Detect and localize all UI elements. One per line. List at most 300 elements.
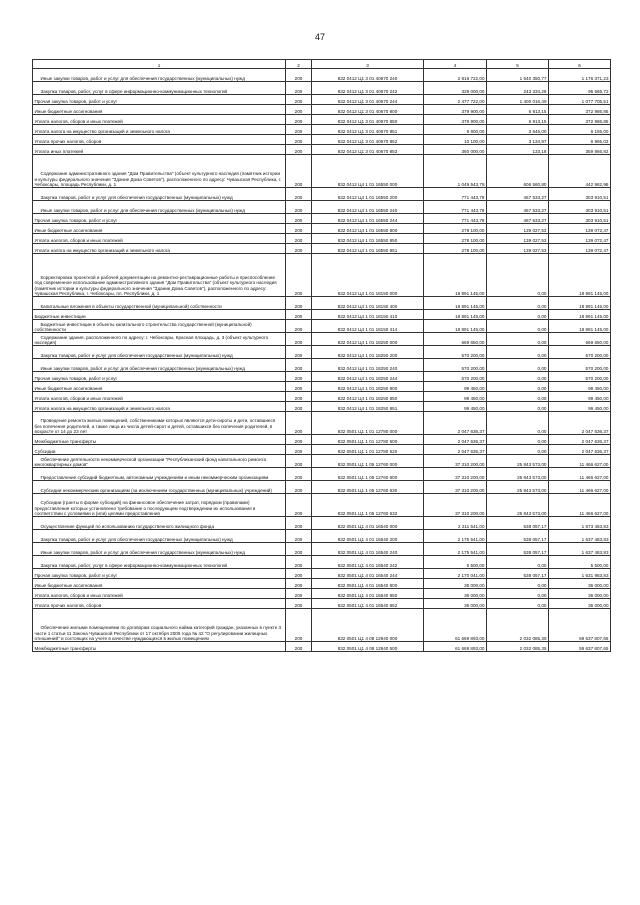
row-unexecuted-amount: 1 176 371,23: [549, 69, 611, 82]
row-line-code: 200: [286, 115, 312, 125]
table-row: [33, 333, 611, 346]
row-description: Иные бюджетные ассигнования: [33, 105, 286, 115]
row-line-code: 200: [286, 517, 312, 530]
header-col-2: 2: [286, 60, 312, 69]
row-description: Уплата налогов, сборов и иных платежей: [33, 115, 286, 125]
row-unexecuted-amount: 139 072,47: [549, 244, 611, 254]
table-row: [33, 201, 611, 214]
table-row: [33, 530, 611, 543]
row-classification-code: 832 0412 Ц4 1 01 16550 240: [312, 201, 424, 214]
table-row: [33, 455, 611, 468]
table-row: [33, 517, 611, 530]
row-description: Корректировка проектной и рабочей документации на ремонтно-реставрационные работы и приспособление под современное использование административного здания "Дом Правительства" (объект культурного наследия (памятник истории и культуры федерального значения "Здание Дома Советов"), расположенного по адресу: Чувашская Республика, г. Чебоксары, пл. Республики, д. 1: [33, 254, 286, 297]
row-approved-amount: 339 000,00: [424, 82, 487, 95]
row-executed-amount: 25 843 573,00: [487, 468, 549, 481]
row-unexecuted-amount: 36 000,00: [549, 579, 611, 589]
row-classification-code: 832 0412 Ц4 1 01 18150 400: [312, 297, 424, 310]
header-col-4: 4: [424, 60, 487, 69]
row-unexecuted-amount: 1 631 983,83: [549, 569, 611, 579]
row-description: Субсидии: [33, 445, 286, 455]
table-row: [33, 494, 611, 517]
header-col-1: 1: [33, 60, 286, 69]
row-approved-amount: 570 200,00: [424, 372, 487, 382]
row-unexecuted-amount: 139 072,47: [549, 224, 611, 234]
row-executed-amount: 0,00: [487, 310, 549, 320]
row-description: Закупка товаров, работ и услуг для обеспечения государственных (муниципальных) нужд: [33, 346, 286, 359]
row-executed-amount: 0,00: [487, 372, 549, 382]
row-classification-code: 832 0501 Ц1 1 01 12780 500: [312, 435, 424, 445]
row-classification-code: 832 0501 Ц1 1 01 12780 000: [312, 412, 424, 435]
row-executed-amount: 538 057,17: [487, 530, 549, 543]
table-row: [33, 145, 611, 155]
row-executed-amount: 467 533,27: [487, 188, 549, 201]
row-executed-amount: 0,00: [487, 297, 549, 310]
row-unexecuted-amount: 1 673 483,83: [549, 517, 611, 530]
row-classification-code: 832 0412 Ц4 1 01 18250 850: [312, 392, 424, 402]
row-classification-code: 832 0412 Ц4 1 01 16550 851: [312, 244, 424, 254]
table-body: [33, 69, 611, 652]
table-header-row: [33, 60, 611, 69]
row-executed-amount: 1 640 350,77: [487, 69, 549, 82]
row-description: Уплата налога на имущество организаций и земельного налога: [33, 125, 286, 135]
row-approved-amount: 278 100,00: [424, 224, 487, 234]
row-unexecuted-amount: 570 200,00: [549, 372, 611, 382]
row-line-code: 200: [286, 188, 312, 201]
row-description: Субсидии (гранты в форме субсидий) на финансовое обеспечение затрат, порядком (правилами) предоставления которых установлено требование о последующем подтверждении их использования в соответствии с условиями и (или) целями предоставления: [33, 494, 286, 517]
row-approved-amount: 18 891 145,00: [424, 254, 487, 297]
table-row: [33, 359, 611, 372]
table-row: [33, 445, 611, 455]
row-approved-amount: 18 891 145,00: [424, 297, 487, 310]
row-executed-amount: 538 057,17: [487, 517, 549, 530]
row-description: Прочая закупка товаров, работ и услуг: [33, 214, 286, 224]
row-classification-code: 832 0501 Ц1 4 01 16540 850: [312, 589, 424, 599]
table-row: [33, 382, 611, 392]
table-row: [33, 188, 611, 201]
row-description: Уплата налогов, сборов и иных платежей: [33, 234, 286, 244]
row-executed-amount: 139 027,53: [487, 244, 549, 254]
row-line-code: 200: [286, 224, 312, 234]
row-description: Закупка товаров, работ и услуг для обеспечения государственных (муниципальных) нужд: [33, 530, 286, 543]
row-classification-code: 832 0412 Ц4 1 01 18250 851: [312, 402, 424, 412]
row-approved-amount: 669 650,00: [424, 333, 487, 346]
row-approved-amount: 37 310 200,00: [424, 455, 487, 468]
row-unexecuted-amount: 95 665,72: [549, 82, 611, 95]
row-approved-amount: 771 443,78: [424, 214, 487, 224]
row-description: Бюджетные инвестиции в объекты капитального строительства государственной (муниципальной) собственности: [33, 320, 286, 333]
table-row: [33, 125, 611, 135]
row-unexecuted-amount: 442 982,98: [549, 155, 611, 188]
row-unexecuted-amount: 1 077 705,51: [549, 95, 611, 105]
row-unexecuted-amount: 5 500,00: [549, 556, 611, 569]
row-line-code: 200: [286, 412, 312, 435]
table-row: [33, 412, 611, 435]
table-row: [33, 82, 611, 95]
row-approved-amount: 278 100,00: [424, 244, 487, 254]
row-line-code: 200: [286, 359, 312, 372]
table-row: [33, 224, 611, 234]
row-description: Уплата налога на имущество организаций и земельного налога: [33, 244, 286, 254]
row-line-code: 200: [286, 125, 312, 135]
row-line-code: 200: [286, 95, 312, 105]
row-unexecuted-amount: 36 000,00: [549, 589, 611, 599]
row-classification-code: 832 0412 Ц1 3 01 40670 853: [312, 145, 424, 155]
table-row: [33, 579, 611, 589]
row-executed-amount: 1 400 016,49: [487, 95, 549, 105]
row-approved-amount: 278 100,00: [424, 234, 487, 244]
header-col-5: 5: [487, 60, 549, 69]
row-classification-code: 832 0412 Ц4 1 01 18250 240: [312, 359, 424, 372]
row-description: Субсидии некоммерческим организациям (за исключением государственных (муниципальных) учреждений): [33, 481, 286, 494]
row-description: Закупка товаров, работ, услуг в сфере информационно-коммуникационных технологий: [33, 82, 286, 95]
row-line-code: 200: [286, 254, 312, 297]
row-approved-amount: 379 900,00: [424, 105, 487, 115]
row-approved-amount: 2 170 041,00: [424, 569, 487, 579]
row-unexecuted-amount: 6 155,00: [549, 125, 611, 135]
table-row: [33, 155, 611, 188]
row-approved-amount: 570 200,00: [424, 346, 487, 359]
row-description: Закупка товаров, работ, услуг в сфере информационно-коммуникационных технологий: [33, 556, 286, 569]
table-row: [33, 297, 611, 310]
row-unexecuted-amount: 36 000,00: [549, 599, 611, 609]
row-classification-code: 832 0412 Ц4 1 01 16550 200: [312, 188, 424, 201]
row-classification-code: 832 0501 Ц1 4 01 16540 800: [312, 579, 424, 589]
header-col-3: 3: [312, 60, 424, 69]
row-executed-amount: 2 032 085,35: [487, 609, 549, 642]
row-line-code: 200: [286, 297, 312, 310]
row-description: Содержание административного здания "Дом Правительства" (объект культурного наследия (памятник истории и культуры федерального значения "Здание Дома Советов"), расположенного по адресу: Чувашская Республика, г. Чебоксары, площадь Республики, д. 1: [33, 155, 286, 188]
table-row: [33, 556, 611, 569]
row-classification-code: 832 0412 Ц4 1 01 18250 800: [312, 382, 424, 392]
row-executed-amount: 25 843 573,00: [487, 494, 549, 517]
row-description: Содержание здания, расположенного по адресу: г. Чебоксары, Красная площадь, д. 3 (объект культурного наследия): [33, 333, 286, 346]
budget-execution-table: [32, 59, 611, 652]
row-description: Уплата иных платежей: [33, 145, 286, 155]
row-line-code: 200: [286, 201, 312, 214]
row-executed-amount: 0,00: [487, 412, 549, 435]
row-line-code: 200: [286, 435, 312, 445]
row-unexecuted-amount: 669 650,00: [549, 333, 611, 346]
row-line-code: 200: [286, 244, 312, 254]
row-classification-code: 832 0412 Ц1 3 01 40670 240: [312, 69, 424, 82]
table-row: [33, 642, 611, 652]
row-line-code: 200: [286, 135, 312, 145]
row-executed-amount: 0,00: [487, 579, 549, 589]
row-approved-amount: 99 450,00: [424, 402, 487, 412]
row-executed-amount: 467 533,27: [487, 214, 549, 224]
row-approved-amount: 771 443,78: [424, 188, 487, 201]
row-line-code: 200: [286, 82, 312, 95]
row-executed-amount: 0,00: [487, 346, 549, 359]
row-unexecuted-amount: 99 450,00: [549, 382, 611, 392]
row-classification-code: 832 0412 Ц4 1 01 16550 850: [312, 234, 424, 244]
row-executed-amount: 0,00: [487, 359, 549, 372]
row-approved-amount: 37 310 200,00: [424, 481, 487, 494]
row-line-code: 200: [286, 346, 312, 359]
row-approved-amount: 99 450,00: [424, 392, 487, 402]
row-approved-amount: 1 049 543,78: [424, 155, 487, 188]
row-description: Уплата прочих налогов, сборов: [33, 599, 286, 609]
table-row: [33, 244, 611, 254]
row-classification-code: 832 0501 Ц1 1 05 12760 630: [312, 481, 424, 494]
row-classification-code: 832 0412 Ц4 1 01 18250 200: [312, 346, 424, 359]
row-executed-amount: 0,00: [487, 320, 549, 333]
row-classification-code: 832 0412 Ц1 3 01 40670 800: [312, 105, 424, 115]
row-line-code: 200: [286, 579, 312, 589]
table-row: [33, 214, 611, 224]
table-row: [33, 95, 611, 105]
row-approved-amount: 2 047 636,37: [424, 435, 487, 445]
row-line-code: 200: [286, 320, 312, 333]
row-unexecuted-amount: 18 891 145,00: [549, 310, 611, 320]
table-row: [33, 481, 611, 494]
row-unexecuted-amount: 303 910,51: [549, 188, 611, 201]
row-line-code: 200: [286, 310, 312, 320]
row-executed-amount: 0,00: [487, 402, 549, 412]
row-classification-code: 832 0412 Ц1 3 01 40670 851: [312, 125, 424, 135]
table-row: [33, 115, 611, 125]
table-row: [33, 320, 611, 333]
page-number: 47: [314, 32, 325, 42]
row-approved-amount: 570 200,00: [424, 359, 487, 372]
row-unexecuted-amount: 18 891 145,00: [549, 320, 611, 333]
row-unexecuted-amount: 18 891 145,00: [549, 254, 611, 297]
row-approved-amount: 18 891 145,00: [424, 310, 487, 320]
row-approved-amount: 18 891 145,00: [424, 320, 487, 333]
row-line-code: 200: [286, 445, 312, 455]
row-description: Межбюджетные трансферты: [33, 435, 286, 445]
row-approved-amount: 2 477 722,00: [424, 95, 487, 105]
row-executed-amount: 0,00: [487, 556, 549, 569]
row-approved-amount: 36 000,00: [424, 579, 487, 589]
row-classification-code: 832 0412 Ц1 3 01 40670 852: [312, 135, 424, 145]
row-line-code: 200: [286, 402, 312, 412]
row-unexecuted-amount: 18 891 145,00: [549, 297, 611, 310]
row-line-code: 200: [286, 481, 312, 494]
table-row: [33, 346, 611, 359]
row-unexecuted-amount: 1 637 483,83: [549, 530, 611, 543]
row-classification-code: 832 0501 Ц1 1 01 12780 520: [312, 445, 424, 455]
row-description: Уплата налога на имущество организаций и земельного налога: [33, 402, 286, 412]
row-classification-code: 832 0412 Ц4 1 01 18250 000: [312, 333, 424, 346]
table-row: [33, 402, 611, 412]
row-unexecuted-amount: 303 910,51: [549, 201, 611, 214]
row-unexecuted-amount: 2 047 636,37: [549, 445, 611, 455]
row-executed-amount: 0,00: [487, 435, 549, 445]
row-unexecuted-amount: 59 637 807,65: [549, 609, 611, 642]
row-classification-code: 832 0412 Ц4 1 01 18150 414: [312, 320, 424, 333]
row-description: Осуществление функций по использованию государственного жилищного фонда: [33, 517, 286, 530]
row-classification-code: 832 0412 Ц1 3 01 40670 244: [312, 95, 424, 105]
row-executed-amount: 139 027,53: [487, 234, 549, 244]
row-approved-amount: 37 310 200,00: [424, 494, 487, 517]
row-executed-amount: 467 533,27: [487, 201, 549, 214]
row-unexecuted-amount: 570 200,00: [549, 359, 611, 372]
row-description: Бюджетные инвестиции: [33, 310, 286, 320]
row-classification-code: 832 0412 Ц4 1 01 16550 244: [312, 214, 424, 224]
table-row: [33, 609, 611, 642]
row-unexecuted-amount: 2 047 636,37: [549, 435, 611, 445]
row-description: Прочая закупка товаров, работ и услуг: [33, 569, 286, 579]
row-description: Иные закупки товаров, работ и услуг для обеспечения государственных (муниципальных) нужд: [33, 359, 286, 372]
table-row: [33, 105, 611, 115]
row-executed-amount: 0,00: [487, 333, 549, 346]
row-line-code: 200: [286, 569, 312, 579]
row-description: Иные закупки товаров, работ и услуг для обеспечения государственных (муниципальных) нужд: [33, 201, 286, 214]
row-executed-amount: 6 913,15: [487, 105, 549, 115]
row-approved-amount: 37 310 200,00: [424, 468, 487, 481]
row-executed-amount: 25 843 573,00: [487, 455, 549, 468]
table-row: [33, 254, 611, 297]
table-row: [33, 69, 611, 82]
row-unexecuted-amount: 303 910,51: [549, 214, 611, 224]
row-approved-amount: 99 450,00: [424, 382, 487, 392]
table-row: [33, 135, 611, 145]
row-executed-amount: 606 560,80: [487, 155, 549, 188]
row-classification-code: 832 0412 Ц1 3 01 40670 850: [312, 115, 424, 125]
row-description: Капитальные вложения в объекты государственной (муниципальной) собственности: [33, 297, 286, 310]
row-description: Прочая закупка товаров, работ и услуг: [33, 95, 286, 105]
row-line-code: 200: [286, 455, 312, 468]
row-approved-amount: 771 443,78: [424, 201, 487, 214]
row-executed-amount: 2 032 085,35: [487, 642, 549, 652]
row-description: Предоставление субсидий бюджетным, автономным учреждениям и иным некоммерческим организациям: [33, 468, 286, 481]
row-description: Обеспечение жилыми помещениями по договорам социального найма категорий граждан, указанных в пункте 3 части 1 статьи 11 Закона Чувашской Республики от 17 октября 2005 года № 42 "О регулировании жилищных отношений" и состоящих на учете в качестве нуждающихся в жилых помещениях: [33, 609, 286, 642]
row-classification-code: 832 0501 Ц1 4 01 16540 852: [312, 599, 424, 609]
row-approved-amount: 379 900,00: [424, 115, 487, 125]
row-line-code: 200: [286, 155, 312, 188]
row-unexecuted-amount: 11 466 627,00: [549, 494, 611, 517]
row-executed-amount: 133,18: [487, 145, 549, 155]
row-unexecuted-amount: 372 986,85: [549, 105, 611, 115]
table-row: [33, 589, 611, 599]
row-approved-amount: 9 800,00: [424, 125, 487, 135]
row-description: Иные бюджетные ассигнования: [33, 382, 286, 392]
row-executed-amount: 243 334,28: [487, 82, 549, 95]
row-description: Межбюджетные трансферты: [33, 642, 286, 652]
row-line-code: 200: [286, 599, 312, 609]
row-executed-amount: 0,00: [487, 599, 549, 609]
row-unexecuted-amount: 11 466 627,00: [549, 481, 611, 494]
row-description: Иные бюджетные ассигнования: [33, 579, 286, 589]
table-row: [33, 468, 611, 481]
row-classification-code: 832 0412 Ц4 1 01 18250 244: [312, 372, 424, 382]
row-approved-amount: 5 500,00: [424, 556, 487, 569]
row-classification-code: 832 0501 Ц1 4 01 16540 240: [312, 543, 424, 556]
row-unexecuted-amount: 11 466 627,00: [549, 468, 611, 481]
row-classification-code: 832 0412 Ц1 3 01 40670 242: [312, 82, 424, 95]
row-description: Прочая закупка товаров, работ и услуг: [33, 372, 286, 382]
table-row: [33, 599, 611, 609]
row-description: Обеспечение деятельности некоммерческой организации "Республиканский фонд капитального ремонта многоквартирных домов": [33, 455, 286, 468]
row-classification-code: 832 0412 Ц4 1 01 16550 800: [312, 224, 424, 234]
row-classification-code: 832 0501 Ц1 1 05 12760 000: [312, 455, 424, 468]
row-classification-code: 832 0501 Ц1 4 01 16540 000: [312, 517, 424, 530]
row-classification-code: 832 0501 Ц1 4 01 16540 200: [312, 530, 424, 543]
table-row: [33, 234, 611, 244]
row-classification-code: 832 0412 Ц4 1 01 18150 000: [312, 254, 424, 297]
table-row: [33, 310, 611, 320]
row-classification-code: 832 0501 Ц1 4 08 12940 500: [312, 642, 424, 652]
row-unexecuted-amount: 372 986,85: [549, 115, 611, 125]
row-executed-amount: 0,00: [487, 445, 549, 455]
row-executed-amount: 139 027,53: [487, 224, 549, 234]
row-description: Уплата налогов, сборов и иных платежей: [33, 392, 286, 402]
row-unexecuted-amount: 59 637 807,65: [549, 642, 611, 652]
header-col-6: 6: [549, 60, 611, 69]
row-approved-amount: 2 816 722,00: [424, 69, 487, 82]
row-line-code: 200: [286, 214, 312, 224]
row-executed-amount: 25 843 573,00: [487, 481, 549, 494]
row-line-code: 200: [286, 382, 312, 392]
row-approved-amount: 61 669 893,00: [424, 642, 487, 652]
row-executed-amount: 0,00: [487, 254, 549, 297]
row-approved-amount: 2 175 541,00: [424, 543, 487, 556]
row-unexecuted-amount: 6 965,03: [549, 135, 611, 145]
row-line-code: 200: [286, 556, 312, 569]
row-description: Иные закупки товаров, работ и услуг для обеспечения государственных (муниципальных) нужд: [33, 69, 286, 82]
row-description: Иные бюджетные ассигнования: [33, 224, 286, 234]
row-line-code: 200: [286, 468, 312, 481]
row-approved-amount: 36 000,00: [424, 599, 487, 609]
row-line-code: 200: [286, 494, 312, 517]
row-executed-amount: 3 645,00: [487, 125, 549, 135]
row-executed-amount: 538 057,17: [487, 569, 549, 579]
row-classification-code: 832 0501 Ц1 4 01 16540 242: [312, 556, 424, 569]
row-unexecuted-amount: 2 047 636,37: [549, 412, 611, 435]
row-executed-amount: 6 913,15: [487, 115, 549, 125]
row-line-code: 200: [286, 609, 312, 642]
row-line-code: 200: [286, 372, 312, 382]
row-approved-amount: 2 175 541,00: [424, 530, 487, 543]
row-classification-code: 832 0501 Ц1 1 05 12760 632: [312, 494, 424, 517]
row-classification-code: 832 0412 Ц4 1 01 16550 000: [312, 155, 424, 188]
table-row: [33, 543, 611, 556]
row-line-code: 200: [286, 642, 312, 652]
row-approved-amount: 2 047 636,37: [424, 412, 487, 435]
row-approved-amount: 360 000,00: [424, 145, 487, 155]
row-line-code: 200: [286, 589, 312, 599]
row-approved-amount: 2 047 636,37: [424, 445, 487, 455]
row-unexecuted-amount: 11 466 627,00: [549, 455, 611, 468]
row-description: Уплата прочих налогов, сборов: [33, 135, 286, 145]
row-line-code: 200: [286, 105, 312, 115]
row-classification-code: 832 0501 Ц1 1 05 12760 600: [312, 468, 424, 481]
row-line-code: 200: [286, 145, 312, 155]
row-classification-code: 832 0501 Ц1 4 01 16540 244: [312, 569, 424, 579]
row-executed-amount: 0,00: [487, 382, 549, 392]
row-executed-amount: 3 134,97: [487, 135, 549, 145]
row-unexecuted-amount: 1 637 483,83: [549, 543, 611, 556]
row-classification-code: 832 0501 Ц1 4 08 12940 000: [312, 609, 424, 642]
row-executed-amount: 0,00: [487, 392, 549, 402]
row-description: Проведение ремонта жилых помещений, собственниками которых являются дети-сироты и дети, оставшиеся без попечения родителей, а также лица из числа детей-сирот и детей, оставшихся без попечения родителей, в возрасте от 14 до 23 лет: [33, 412, 286, 435]
row-line-code: 200: [286, 392, 312, 402]
row-executed-amount: 538 057,17: [487, 543, 549, 556]
table-row: [33, 569, 611, 579]
row-unexecuted-amount: 99 450,00: [549, 392, 611, 402]
row-approved-amount: 2 211 541,00: [424, 517, 487, 530]
row-executed-amount: 0,00: [487, 589, 549, 599]
row-description: Иные закупки товаров, работ и услуг для обеспечения государственных (муниципальных) нужд: [33, 543, 286, 556]
row-unexecuted-amount: 99 450,00: [549, 402, 611, 412]
row-line-code: 200: [286, 69, 312, 82]
row-unexecuted-amount: 139 072,47: [549, 234, 611, 244]
table-row: [33, 372, 611, 382]
table-row: [33, 435, 611, 445]
row-description: Закупка товаров, работ и услуг для обеспечения государственных (муниципальных) нужд: [33, 188, 286, 201]
row-line-code: 200: [286, 543, 312, 556]
